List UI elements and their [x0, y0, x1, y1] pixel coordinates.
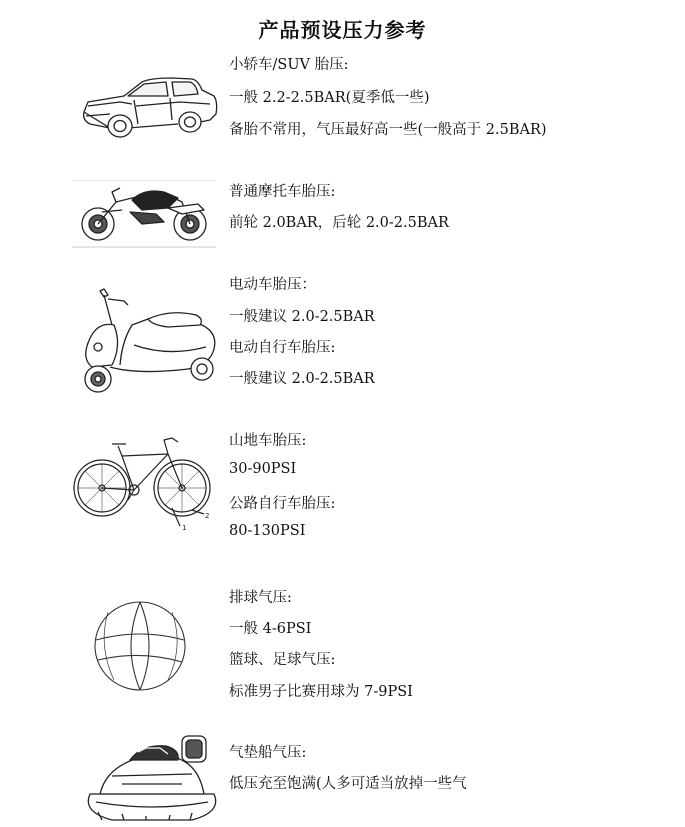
ebike-heading: 电动车胎压： — [229, 277, 316, 293]
road-bike-heading: 公路自行车胎压: — [229, 496, 336, 512]
volleyball-pressure: 一般 4-6PSI — [229, 621, 312, 637]
volleyball-heading: 排球气压: — [229, 590, 292, 606]
basketball-football-pressure: 标准男子比赛用球为 7-9PSI — [229, 684, 413, 700]
car-illustration — [80, 66, 220, 144]
motorcycle-heading: 普通摩托车胎压: — [229, 184, 336, 200]
scooter-illustration — [78, 285, 224, 399]
mtb-heading: 山地车胎压: — [229, 433, 307, 449]
hovercraft-pressure: 低压充至饱满(人多可适当放掉一些气 — [229, 776, 467, 792]
bicycle-illustration — [72, 430, 218, 534]
ball-illustration — [92, 600, 188, 692]
motorcycle-illustration — [72, 180, 216, 248]
ebicycle-heading: 电动自行车胎压: — [229, 340, 336, 356]
motorcycle-pressure: 前轮 2.0BAR，后轮 2.0-2.5BAR — [229, 215, 449, 231]
car-heading: 小轿车/SUV 胎压: — [229, 57, 349, 73]
basketball-football-heading: 篮球、足球气压: — [229, 652, 336, 668]
car-pressure: 一般 2.2-2.5BAR(夏季低一些) — [229, 90, 430, 106]
page-title: 产品预设压力参考 — [258, 18, 427, 42]
car-spare-note: 备胎不常用，气压最好高一些(一般高于 2.5BAR) — [229, 122, 547, 138]
bike-callout-2: 2 — [205, 512, 210, 520]
hovercraft-illustration — [82, 728, 222, 824]
road-bike-pressure: 80-130PSI — [229, 523, 306, 539]
bike-callout-1: 1 — [182, 524, 187, 532]
ebicycle-pressure: 一般建议 2.0-2.5BAR — [229, 371, 375, 387]
hovercraft-heading: 气垫船气压: — [229, 745, 307, 761]
ebike-pressure: 一般建议 2.0-2.5BAR — [229, 309, 375, 325]
mtb-pressure: 30-90PSI — [229, 461, 297, 477]
